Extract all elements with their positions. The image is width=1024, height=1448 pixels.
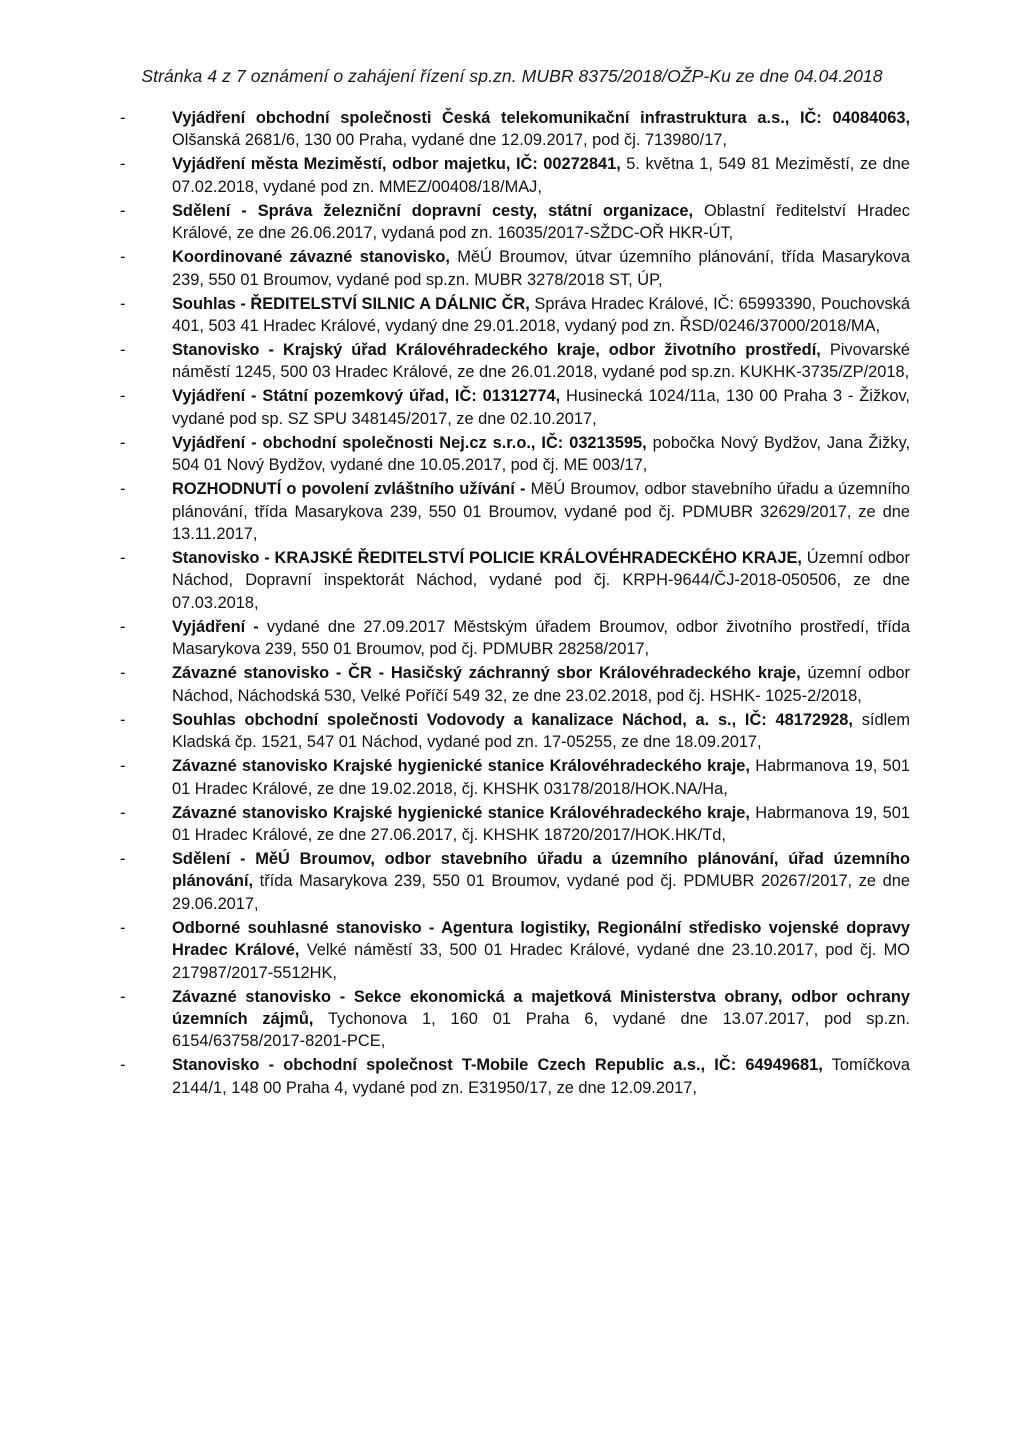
list-item bbox=[120, 200, 910, 245]
list-item bbox=[120, 986, 910, 1053]
bullet-dash: - bbox=[120, 433, 126, 452]
list-item-text bbox=[172, 804, 910, 844]
list-item-text bbox=[172, 341, 910, 381]
list-item-title: Stanovisko - KRAJSKÉ ŘEDITELSTVÍ POLICIE KRÁLOVÉHRADECKÉHO KRAJE, bbox=[172, 549, 802, 568]
list-item bbox=[120, 339, 910, 384]
list-item-details: Územní odbor Náchod, Dopravní inspektorát Náchod, vydané pod čj. KRPH-9644/ČJ-2018-050506, ze dne 07.03.2018, bbox=[172, 549, 911, 612]
list-item-text bbox=[172, 202, 910, 242]
list-item-title: Stanovisko - Krajský úřad Královéhradeckého kraje, odbor životního prostředí, bbox=[172, 341, 821, 360]
bullet-dash: - bbox=[120, 918, 126, 937]
bullet-dash: - bbox=[120, 849, 126, 868]
bullet-dash: - bbox=[120, 294, 126, 313]
list-item-details: pobočka Nový Bydžov, Jana Žižky, 504 01 Nový Bydžov, vydané dne 10.05.2017, pod čj. ME 003/17, bbox=[172, 433, 910, 475]
bullet-dash: - bbox=[120, 341, 126, 360]
bullet-dash: - bbox=[120, 480, 126, 499]
list-item-title: Vyjádření - obchodní společnosti Nej.cz s.r.o., IČ: 03213595, bbox=[172, 433, 647, 452]
list-item-title: Sdělení - Správa železniční dopravní cesty, státní organizace, bbox=[172, 201, 694, 220]
list-item-details: vydané dne 27.09.2017 Městským úřadem Broumov, odbor životního prostředí, třída Masarykova 239, 550 01 Broumov, pod čj. PDMUBR 28258/2017, bbox=[172, 617, 910, 659]
bullet-dash: - bbox=[120, 710, 126, 729]
list-item-text bbox=[172, 387, 910, 427]
list-item-details: MěÚ Broumov, útvar územního plánování, třída Masarykova 239, 550 01 Broumov, vydané pod sp.zn. MUBR 3278/2018 ST, ÚP, bbox=[172, 248, 910, 289]
list-item-title: Závazné stanovisko Krajské hygienické stanice Královéhradeckého kraje, bbox=[172, 757, 750, 776]
list-item-title: Vyjádření - bbox=[172, 617, 259, 636]
bullet-dash: - bbox=[120, 617, 126, 636]
list-item-text bbox=[172, 295, 910, 335]
bullet-dash: - bbox=[120, 757, 126, 776]
bullet-dash: - bbox=[120, 803, 126, 822]
bullet-dash: - bbox=[120, 987, 126, 1006]
list-item-title: Závazné stanovisko Krajské hygienické stanice Královéhradeckého kraje, bbox=[172, 803, 750, 822]
list-item bbox=[120, 848, 910, 915]
list-item-title: Vyjádření - Státní pozemkový úřad, IČ: 01312774, bbox=[172, 387, 561, 406]
list-item-details: Velké náměstí 33, 500 01 Hradec Králové, vydané dne 23.10.2017, pod čj. MO 217987/2017-5512HK, bbox=[172, 941, 911, 982]
list-item-text bbox=[172, 109, 910, 149]
list-item bbox=[120, 616, 910, 661]
list-item bbox=[120, 917, 910, 984]
list-item bbox=[120, 246, 910, 291]
list-item-title: Závazné stanovisko - ČR - Hasičský záchranný sbor Královéhradeckého kraje, bbox=[172, 664, 801, 683]
list-item-title: Souhlas obchodní společnosti Vodovody a kanalizace Náchod, a. s., IČ: 48172928, bbox=[172, 710, 853, 729]
bullet-dash: - bbox=[120, 387, 126, 406]
list-item bbox=[120, 293, 910, 338]
list-item-details: Husinecká 1024/11a, 130 00 Praha 3 - Žižkov, vydané pod sp. SZ SPU 348145/2017, ze dne 02.10.2017, bbox=[172, 387, 910, 428]
list-item-text bbox=[172, 919, 910, 982]
list-item-text bbox=[172, 711, 910, 751]
list-item-details: Tychonova 1, 160 01 Praha 6, vydané dne 13.07.2017, pod sp.zn. 6154/63758/2017-8201-PCE, bbox=[172, 1009, 910, 1051]
list-item-details: třída Masarykova 239, 550 01 Broumov, vydané pod čj. PDMUBR 20267/2017, ze dne 29.06.2017, bbox=[172, 872, 910, 913]
list-item-details: Pivovarské náměstí 1245, 500 03 Hradec Králové, ze dne 26.01.2018, vydané pod sp.zn. KUKHK-3735/ZP/2018, bbox=[172, 341, 911, 382]
bullet-dash: - bbox=[120, 664, 126, 683]
list-item-title: Odborné souhlasné stanovisko - Agentura logistiky, Regionální středisko vojenské dopravy Hradec Králové, bbox=[172, 918, 910, 960]
list-item-text bbox=[172, 664, 910, 704]
list-item bbox=[120, 153, 910, 198]
list-item-details: Tomíčkova 2144/1, 148 00 Praha 4, vydané pod zn. E31950/17, ze dne 12.09.2017, bbox=[172, 1056, 910, 1097]
list-item-title: Souhlas - ŘEDITELSTVÍ SILNIC A DÁLNIC ČR, bbox=[172, 294, 530, 313]
list-item-title: Sdělení - MěÚ Broumov, odbor stavebního úřadu a územního plánování, úřad územního plánování, bbox=[172, 849, 910, 891]
list-item bbox=[120, 755, 910, 800]
list-item bbox=[120, 1054, 910, 1099]
list-item-details: Oblastní ředitelství Hradec Králové, ze dne 26.06.2017, vydaná pod zn. 16035/2017-SŽDC-OŘ HKR-ÚT, bbox=[172, 201, 910, 243]
bullet-dash: - bbox=[120, 109, 126, 127]
list-item-title: Závazné stanovisko - Sekce ekonomická a majetková Ministerstva obrany, odbor ochrany územních zájmů, bbox=[172, 987, 910, 1028]
list-item-text bbox=[172, 757, 910, 797]
bullet-dash: - bbox=[120, 155, 126, 174]
bullet-dash: - bbox=[120, 248, 126, 267]
list-item bbox=[120, 802, 910, 847]
list-item-text bbox=[172, 434, 910, 474]
list-item-text bbox=[172, 618, 910, 658]
list-item bbox=[120, 709, 910, 754]
page-header: Stránka 4 z 7 oznámení o zahájení řízení sp.zn. MUBR 8375/2018/OŽP-Ku ze dne 04.04.2018 bbox=[141, 66, 883, 86]
list-item-text bbox=[172, 248, 910, 288]
list-item-text bbox=[172, 549, 910, 612]
list-item bbox=[120, 432, 910, 477]
bullet-dash: - bbox=[120, 201, 126, 220]
list-item-text bbox=[172, 155, 910, 195]
list-item-text bbox=[172, 850, 910, 913]
list-item-text bbox=[172, 988, 910, 1051]
list-item bbox=[120, 107, 910, 152]
list-item-details: sídlem Kladská čp. 1521, 547 01 Náchod, vydané pod zn. 17-05255, ze dne 18.09.2017, bbox=[172, 710, 910, 752]
list-item-title: Koordinované závazné stanovisko, bbox=[172, 248, 450, 267]
list-item-title: Stanovisko - obchodní společnost T-Mobile Czech Republic a.s., IČ: 64949681, bbox=[172, 1056, 823, 1075]
list-item-text bbox=[172, 1056, 910, 1096]
list-item bbox=[120, 385, 910, 430]
list-item-details: územní odbor Náchod, Náchodská 530, Velké Poříčí 549 32, ze dne 23.02.2018, pod čj. HSHK- 1025-2/2018, bbox=[172, 664, 911, 705]
list-item-title: Vyjádření obchodní společnosti Česká telekomunikační infrastruktura a.s., IČ: 04084063, bbox=[172, 109, 910, 127]
list-item-details: Habrmanova 19, 501 01 Hradec Králové, ze dne 27.06.2017, čj. KHSHK 18720/2017/HOK.HK/Td, bbox=[172, 803, 910, 844]
list-item-title: ROZHODNUTÍ o povolení zvláštního užívání - bbox=[172, 480, 526, 499]
bullet-dash: - bbox=[120, 1056, 126, 1075]
list-item-details: Správa Hradec Králové, IČ: 65993390, Pouchovská 401, 503 41 Hradec Králové, vydaný dne 29.01.2018, vydaný pod zn. ŘSD/0246/37000/2018/MA, bbox=[172, 294, 910, 336]
list-item bbox=[120, 478, 910, 545]
list-item-title: Vyjádření města Meziměstí, odbor majetku, IČ: 00272841, bbox=[172, 155, 621, 174]
list-item-details: MěÚ Broumov, odbor stavebního úřadu a územního plánování, třída Masarykova 239, 550 01 Broumov, vydané pod čj. PDMUBR 32629/2017, ze dne 13.11.2017, bbox=[172, 480, 910, 544]
bullet-dash: - bbox=[120, 549, 126, 568]
list-item bbox=[120, 662, 910, 707]
list-item-details: 5. května 1, 549 81 Meziměstí, ze dne 07.02.2018, vydané pod zn. MMEZ/00408/18/MAJ, bbox=[172, 155, 911, 196]
list-item-details: Habrmanova 19, 501 01 Hradec Králové, ze dne 19.02.2018, čj. KHSHK 03178/2018/HOK.NA/Ha, bbox=[172, 757, 910, 798]
list-item-text bbox=[172, 480, 910, 543]
list-item bbox=[120, 547, 910, 614]
document-list bbox=[120, 107, 910, 1101]
list-item-details: Olšanská 2681/6, 130 00 Praha, vydané dne 12.09.2017, pod čj. 713980/17, bbox=[172, 131, 727, 150]
